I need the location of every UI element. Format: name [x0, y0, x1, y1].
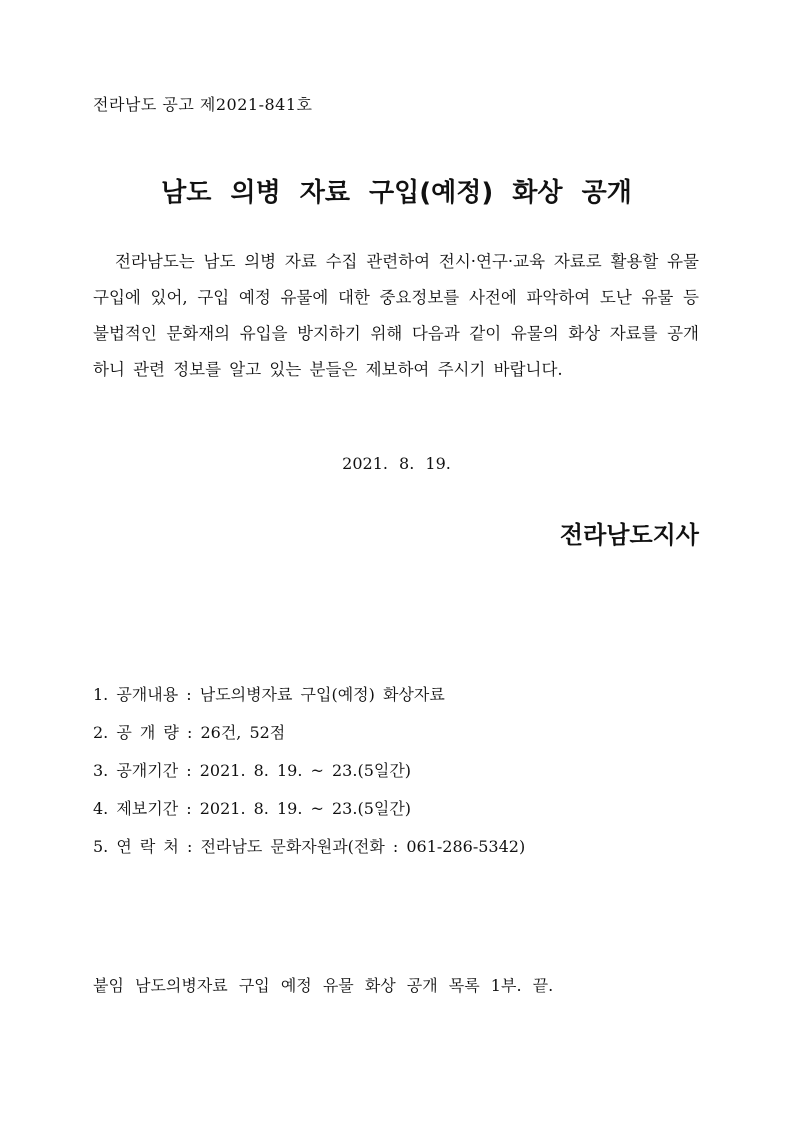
details-list	[93, 682, 525, 872]
body-paragraph: 전라남도는 남도 의병 자료 수집 관련하여 전시·연구·교육 자료로 활용할 유물 구입에 있어, 구입 예정 유물에 대한 중요정보를 사전에 파악하여 도난 유물 등 불법적인 문화재의 유입을 방지하기 위해 다음과 같이 유물의 화상 자료를 공개하니 관련 정보를 알고 있는 분들은 제보하여 주시기 바랍니다.	[93, 252, 699, 379]
detail-item-contact: 5. 연 락 처 : 전라남도 문화자원과(전화 : 061-286-5342)	[93, 837, 526, 856]
document-title: 남도 의병 자료 구입(예정) 화상 공개	[161, 178, 632, 208]
detail-item-quantity: 2. 공 개 량 : 26건, 52점	[93, 723, 286, 742]
attachment-note: 붙임 남도의병자료 구입 예정 유물 화상 공개 목록 1부. 끝.	[93, 976, 554, 995]
detail-item-content: 1. 공개내용 : 남도의병자료 구입(예정) 화상자료	[93, 685, 445, 704]
notice-date: 2021. 8. 19.	[342, 454, 451, 473]
detail-item-disclosure-period: 3. 공개기간 : 2021. 8. 19. ~ 23.(5일간)	[93, 761, 412, 780]
detail-item-report-period: 4. 제보기간 : 2021. 8. 19. ~ 23.(5일간)	[93, 799, 412, 818]
notice-number: 전라남도 공고 제2021-841호	[93, 95, 313, 114]
signer-title: 전라남도지사	[559, 521, 699, 549]
